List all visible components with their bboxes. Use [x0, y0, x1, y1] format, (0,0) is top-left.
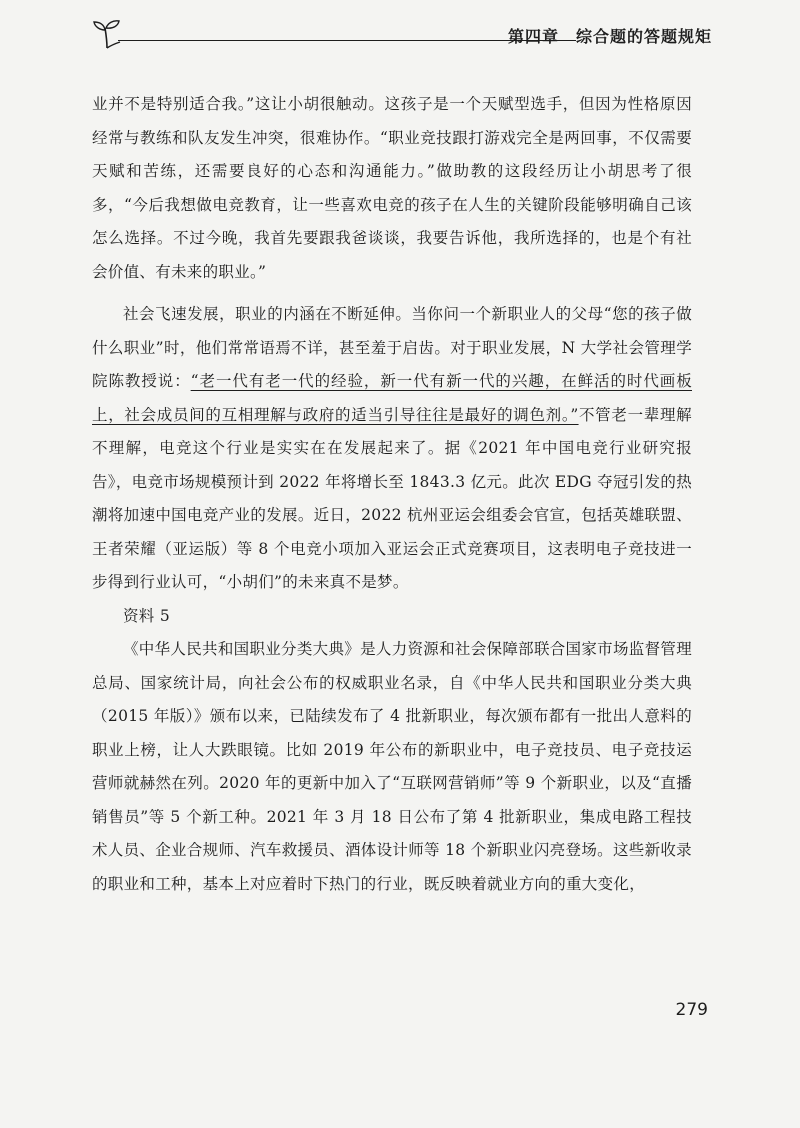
- paragraph-2-rest: 不管老一辈理解不理解，电竞这个行业是实实在在发展起来了。据《2021 年中国电竞行业研究报告》，电竞市场规模预计到 2022 年将增长至 1843.3 亿元。此次 EDG 夺冠引发的热潮将加速中国电竞产业的发展。近日，2022 杭州亚运会组委会官宣，包括英雄联盟、王者荣耀（亚运版）等 8 个电竞小项加入亚运会正式竞赛项目，这表明电子竞技进一步得到行业认可，“小胡们”的未来真不是梦。: [92, 405, 692, 591]
- page-number: 279: [675, 1000, 708, 1020]
- paragraph-2-intro: 社会飞速发展，职业的内涵在不断延伸。当你问一个新职业人的父母“您的孩子做什么职业”时，他们常常语焉不详，甚至羞于启齿。对于职业发展，N 大学社会管理学院陈教授说：: [92, 305, 692, 390]
- chapter-title: 第四章 综合题的答题规矩: [507, 27, 712, 46]
- paragraph-1: 业并不是特别适合我。”这让小胡很触动。这孩子是一个天赋型选手，但因为性格原因经常与教练和队友发生冲突，很难协作。“职业竞技跟打游戏完全是两回事，不仅需要天赋和苦练，还需要良好的心态和沟通能力。”做助教的这段经历让小胡思考了很多，“今后我想做电竞教育，让一些喜欢电竞的孩子在人生的关键阶段能够明确自己该怎么选择。不过今晚，我首先要跟我爸谈谈，我要告诉他，我所选择的，也是个有社会价值、有未来的职业。”: [92, 95, 692, 281]
- paragraph-3: 《中华人民共和国职业分类大典》是人力资源和社会保障部联合国家市场监督管理总局、国家统计局，向社会公布的权威职业名录，自《中华人民共和国职业分类大典（2015 年版）》颁布以来，已陆续发布了 4 批新职业，每次颁布都有一批出人意料的职业上榜，让人大跌眼镜。比如 2019 年公布的新职业中，电子竞技员、电子竞技运营师就赫然在列。2020 年的更新中加入了“互联网营销师”等 9 个新职业，以及“直播销售员”等 5 个新工种。2021 年 3 月 18 日公布了第 4 批新职业，集成电路工程技术人员、企业合规师、汽车救援员、酒体设计师等 18 个新职业闪亮登场。这些新收录的职业和工种，基本上对应着时下热门的行业，既反映着就业方向的重大变化，: [92, 640, 692, 893]
- section-heading: 资料 5: [123, 606, 170, 625]
- running-header: [92, 18, 712, 58]
- paragraph-2: [92, 298, 692, 600]
- sprout-icon: [92, 18, 122, 50]
- page-body: [92, 88, 692, 901]
- professor-quote: “老一代有老一代的经验，新一代有新一代的兴趣，在鲜活的时代画板上，社会成员间的互相理解与政府的适当引导往往是最好的调色剂。”: [92, 372, 692, 424]
